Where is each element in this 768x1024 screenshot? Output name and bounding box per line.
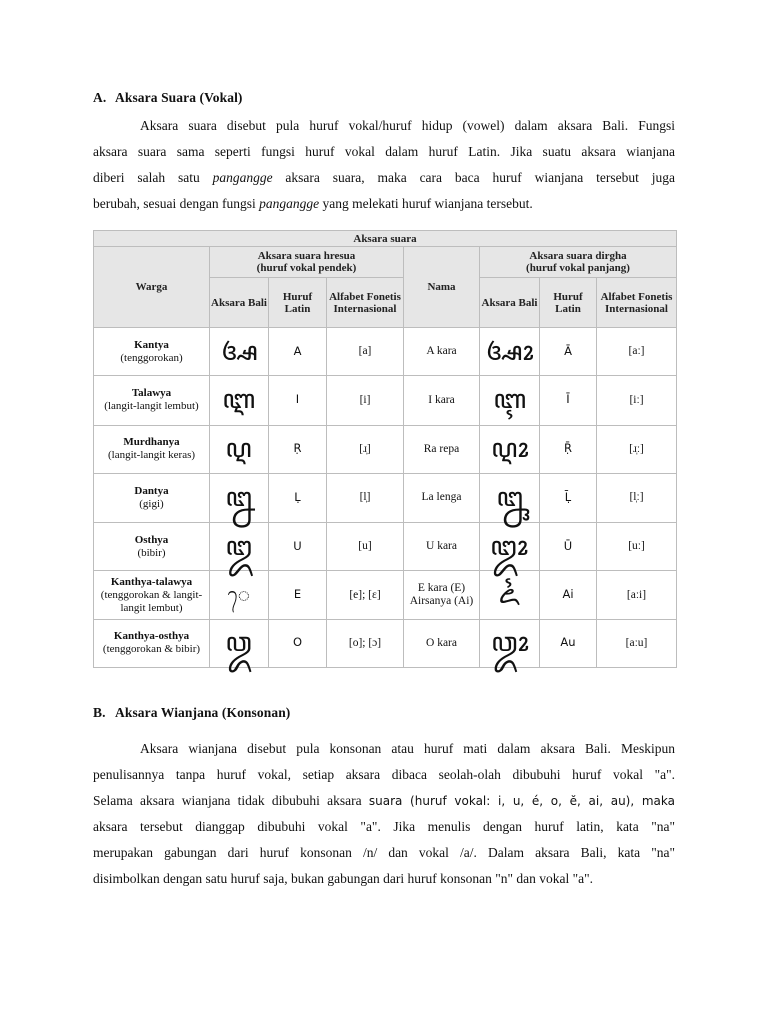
warga-name: Murdhanya xyxy=(123,436,180,449)
ipa-cell: [u] xyxy=(327,523,404,571)
group-header-long xyxy=(480,247,677,278)
col-header-huruf-latin: Huruf Latin xyxy=(540,278,597,328)
latin-letter: I xyxy=(295,392,300,407)
aksara-bali-cell xyxy=(210,571,269,619)
latin-letter: Ḹ xyxy=(564,489,572,504)
paragraph-line xyxy=(93,814,675,840)
latin-letter: U xyxy=(293,538,302,553)
huruf-latin-cell xyxy=(269,473,327,522)
warga-cell xyxy=(94,571,210,619)
latin-letter: Ḷ xyxy=(294,489,301,504)
section-b-paragraph xyxy=(93,736,675,892)
latin-letter: O xyxy=(292,635,303,650)
huruf-latin-cell xyxy=(540,571,597,619)
warga-cell xyxy=(94,328,210,376)
text-run: aksara suara, maka cara baca huruf wianjana tersebut juga xyxy=(272,170,675,185)
huruf-latin-cell xyxy=(540,328,597,376)
aksara-glyph: ꦈꦴ xyxy=(490,531,529,562)
warga-name: Dantya xyxy=(134,484,169,497)
warga-cell xyxy=(94,376,210,425)
col-header-huruf-latin: Huruf Latin xyxy=(269,278,327,328)
paragraph-line xyxy=(93,191,675,217)
aksara-bali-cell xyxy=(210,619,269,667)
table-top-header: Aksara suara xyxy=(94,231,677,247)
table-row xyxy=(94,523,677,571)
huruf-latin-cell xyxy=(540,425,597,473)
text-run: aksara tersebut dianggap dibubuhi vokal "a". Jika menulis dengan huruf latin, kata "na" xyxy=(93,819,675,834)
nama-cell: Ra repa xyxy=(404,425,480,473)
text-run: Aksara suara disebut pula huruf vokal/huruf hidup (vowel) dalam aksara Bali. Fungsi xyxy=(140,118,675,133)
latin-letter: Ai xyxy=(562,587,574,602)
warga-name: Kantya xyxy=(134,338,169,351)
aksara-glyph: ꦄꦴ xyxy=(485,336,534,367)
huruf-latin-cell xyxy=(269,571,327,619)
text-run: penulisannya tanpa huruf vokal, setiap aksara dibaca seolah-olah dibubuhi huruf vokal "a". xyxy=(93,767,675,782)
aksara-bali-cell xyxy=(210,376,269,425)
nama-cell: E kara (E) Airsanya (Ai) xyxy=(404,571,480,619)
aksara-glyph: ꦄ xyxy=(220,336,258,367)
ipa-cell: [aː] xyxy=(597,328,677,376)
aksara-glyph: ꦇ xyxy=(493,385,526,416)
paragraph-line xyxy=(93,840,675,866)
huruf-latin-cell xyxy=(540,619,597,667)
aksara-bali-cell xyxy=(210,328,269,376)
vowel-table xyxy=(93,230,677,668)
aksara-glyph: ᬾ xyxy=(227,583,251,608)
text-run: Selama aksara wianjana tidak dibubuhi aksara xyxy=(93,793,369,808)
section-b-letter: B. xyxy=(93,705,106,720)
aksara-bali-cell xyxy=(480,376,540,425)
table-row xyxy=(94,571,677,619)
col-header-nama: Nama xyxy=(404,247,480,328)
table-row xyxy=(94,328,677,376)
latin-letter: A xyxy=(293,343,302,358)
warga-desc: (tenggorokan) xyxy=(120,351,183,364)
aksara-bali-cell xyxy=(480,619,540,667)
paragraph-line xyxy=(93,139,675,165)
section-b-title: Aksara Wianjana (Konsonan) xyxy=(115,705,291,720)
warga-cell xyxy=(94,425,210,473)
huruf-latin-cell xyxy=(540,473,597,522)
latin-letter: Ṝ xyxy=(564,441,572,456)
latin-letter: E xyxy=(293,587,302,602)
latin-letter: Ī xyxy=(566,392,570,407)
aksara-glyph: ꦍ xyxy=(498,580,521,611)
ipa-cell: [aːi] xyxy=(597,571,677,619)
aksara-bali-cell xyxy=(480,571,540,619)
warga-name: Talawya xyxy=(131,387,172,400)
text-run: suara (huruf vokal: i, u, é, o, ĕ, ai, au), maka xyxy=(368,794,675,808)
aksara-bali-cell xyxy=(210,473,269,522)
ipa-cell: [o]; [ɔ] xyxy=(327,619,404,667)
ipa-cell: [a] xyxy=(327,328,404,376)
latin-letter: Ū xyxy=(563,538,573,553)
huruf-latin-cell xyxy=(269,523,327,571)
ipa-cell: [aːu] xyxy=(597,619,677,667)
warga-desc: (bibir) xyxy=(137,546,166,559)
text-run: yang melekati huruf wianjana tersebut. xyxy=(319,196,533,211)
text-run: aksara suara sama seperti fungsi huruf vokal dalam huruf Latin. Jika suatu aksara wianjana xyxy=(93,144,675,159)
latin-letter: Ṛ xyxy=(293,441,302,456)
text-run: diberi salah satu xyxy=(93,170,213,185)
paragraph-line xyxy=(93,165,675,191)
section-b-heading xyxy=(93,705,290,721)
ipa-cell: [iː] xyxy=(597,376,677,425)
ipa-cell: [l̩] xyxy=(327,473,404,522)
paragraph-line xyxy=(93,866,675,892)
aksara-bali-cell xyxy=(480,328,540,376)
text-run: berubah, sesuai dengan fungsi xyxy=(93,196,260,211)
huruf-latin-cell xyxy=(269,328,327,376)
paragraph-line xyxy=(93,113,675,139)
ipa-cell: [i] xyxy=(327,376,404,425)
text-run: merupakan gabungan dari huruf konsonan /n/ dan vokal /a/. Dalam aksara Bali, kata "na" xyxy=(93,845,675,860)
huruf-latin-cell xyxy=(269,425,327,473)
text-run: disimbolkan dengan satu huruf saja, bukan gabungan dari huruf konsonan "n" dan vokal "a". xyxy=(93,871,594,886)
aksara-glyph: ꦆ xyxy=(222,385,256,416)
table-row xyxy=(94,619,677,667)
huruf-latin-cell xyxy=(269,376,327,425)
nama-cell: La lenga xyxy=(404,473,480,522)
col-header-aksara-bali: Aksara Bali xyxy=(480,278,540,328)
warga-name: Kanthya-osthya xyxy=(113,630,190,643)
latin-letter: Ā xyxy=(564,343,572,358)
aksara-glyph: ꦊ xyxy=(225,482,253,513)
col-header-ipa: Alfabet Fonetis Internasional xyxy=(597,278,677,328)
col-header-aksara-bali: Aksara Bali xyxy=(210,278,269,328)
group-short-label: Aksara suara hresua xyxy=(257,250,356,262)
section-a-title: Aksara Suara (Vokal) xyxy=(115,90,243,105)
aksara-glyph: ꦋ xyxy=(496,482,523,513)
warga-cell xyxy=(94,473,210,522)
text-run: Aksara wianjana disebut pula konsonan atau huruf mati dalam aksara Bali. Meskipun xyxy=(140,741,675,756)
section-a-paragraph xyxy=(93,113,675,217)
warga-desc: (tenggorokan & langit-langit lembut) xyxy=(100,588,203,614)
group-long-label: Aksara suara dirgha xyxy=(529,250,627,262)
aksara-bali-cell xyxy=(480,425,540,473)
nama-cell: U kara xyxy=(404,523,480,571)
warga-desc: (gigi) xyxy=(139,497,164,510)
paragraph-line xyxy=(93,762,675,788)
table-row xyxy=(94,473,677,522)
latin-letter: Au xyxy=(560,635,576,650)
table-row xyxy=(94,376,677,425)
aksara-glyph: ꦉꦴ xyxy=(490,434,529,465)
italic-term: pangangge xyxy=(212,170,273,185)
warga-desc: (langit-langit keras) xyxy=(107,449,196,462)
col-header-ipa: Alfabet Fonetis Internasional xyxy=(327,278,404,328)
group-short-sub: (huruf vokal pendek) xyxy=(256,262,357,274)
warga-cell xyxy=(94,619,210,667)
huruf-latin-cell xyxy=(269,619,327,667)
nama-cell: I kara xyxy=(404,376,480,425)
col-header-warga: Warga xyxy=(94,247,210,328)
warga-name: Osthya xyxy=(134,533,169,546)
aksara-glyph: ꦉ xyxy=(225,434,253,465)
aksara-suara-table xyxy=(93,230,676,668)
section-a-heading xyxy=(93,90,243,106)
table-row xyxy=(94,425,677,473)
paragraph-line xyxy=(93,788,675,814)
warga-desc: (tenggorokan & bibir) xyxy=(102,643,201,656)
aksara-glyph: ꦎ xyxy=(225,628,253,659)
nama-cell: A kara xyxy=(404,328,480,376)
huruf-latin-cell xyxy=(540,523,597,571)
aksara-bali-cell xyxy=(480,473,540,522)
paragraph-line xyxy=(93,736,675,762)
group-header-short xyxy=(210,247,404,278)
huruf-latin-cell xyxy=(540,376,597,425)
aksara-glyph: ꦈ xyxy=(225,531,253,562)
ipa-cell: [ɹ̩] xyxy=(327,425,404,473)
group-long-sub: (huruf vokal panjang) xyxy=(526,262,630,274)
aksara-bali-cell xyxy=(210,523,269,571)
aksara-glyph: ꦎꦴ xyxy=(490,628,529,659)
italic-term: pangangge xyxy=(259,196,320,211)
warga-cell xyxy=(94,523,210,571)
nama-cell: O kara xyxy=(404,619,480,667)
ipa-cell: [e]; [ɛ] xyxy=(327,571,404,619)
warga-desc: (langit-langit lembut) xyxy=(104,400,199,413)
aksara-bali-cell xyxy=(210,425,269,473)
section-a-letter: A. xyxy=(93,90,107,105)
aksara-bali-cell xyxy=(480,523,540,571)
warga-name: Kanthya-talawya xyxy=(110,575,193,588)
ipa-cell: [l̩ː] xyxy=(597,473,677,522)
ipa-cell: [uː] xyxy=(597,523,677,571)
ipa-cell: [ɹ̩ː] xyxy=(597,425,677,473)
